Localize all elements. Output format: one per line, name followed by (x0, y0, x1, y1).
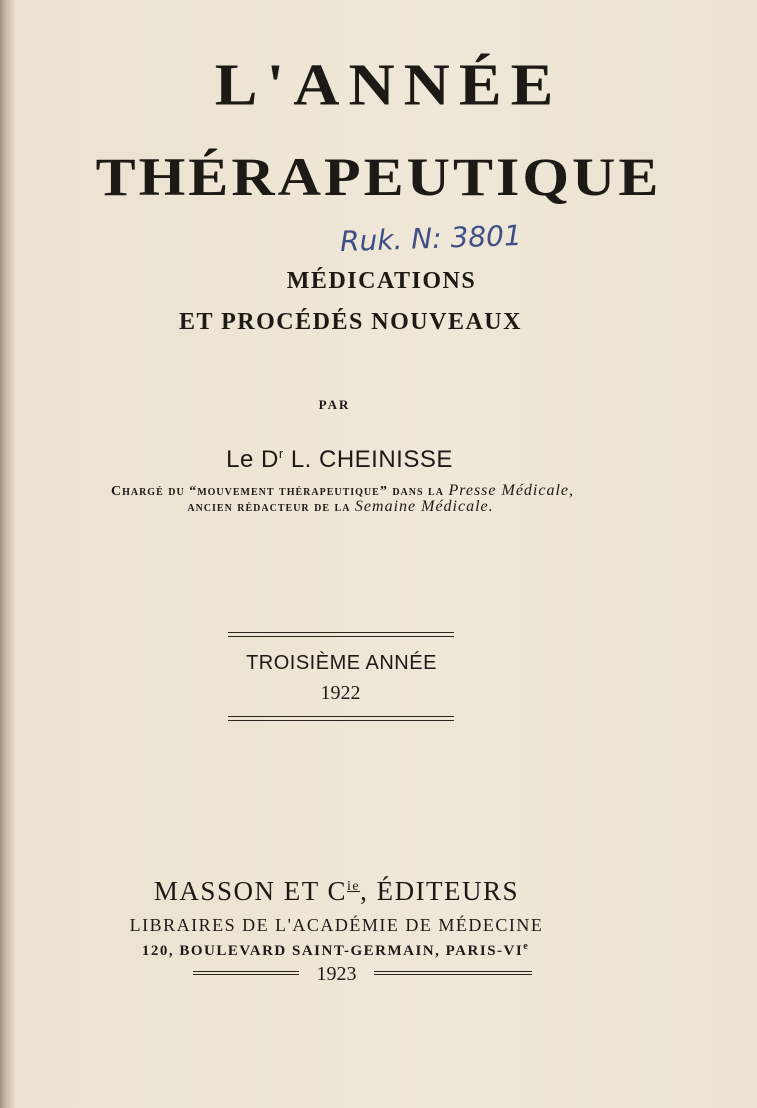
author-prefix: Le D (226, 446, 279, 473)
title-line-2: THÉRAPEUTIQUE (95, 147, 662, 207)
title-line-1: L'ANNÉE (214, 51, 563, 118)
subtitle-line-1: MÉDICATIONS (286, 268, 477, 294)
edition-year: 1922 (320, 682, 361, 704)
double-rule-bottom (228, 716, 454, 721)
publisher-address (0, 941, 714, 960)
publisher-address-main: 120, BOULEVARD SAINT-GERMAIN, PARIS-VI (141, 943, 524, 959)
author-role-1-text: Chargé du “mouvement thérapeutique” dans la (110, 484, 444, 499)
author-role-2 (0, 498, 719, 516)
author-role-1-journal: Presse Médicale, (448, 482, 575, 499)
publisher-line-2: LIBRAIRES DE L'ACADÉMIE DE MÉDECINE (129, 915, 544, 935)
by-label: PAR (318, 397, 351, 412)
year-rule-right (374, 971, 532, 975)
handwritten-inventory-note: Ruk. N: 3801 (339, 218, 523, 259)
author-role-2-journal: Semaine Médicale. (354, 498, 494, 515)
double-rule-top (228, 632, 454, 637)
subtitle-line-2: ET PROCÉDÉS NOUVEAUX (179, 309, 522, 335)
publisher-address-sup: e (523, 941, 530, 952)
edition-label: TROISIÈME ANNÉE (246, 652, 437, 674)
publication-year: 1923 (316, 963, 357, 985)
publisher-name-prefix: MASSON ET C (153, 876, 347, 906)
publisher-name-suffix: , ÉDITEURS (360, 876, 520, 906)
author-name: L. CHEINISSE (290, 446, 453, 473)
author-prefix-sup: r (278, 446, 284, 461)
author-line (0, 446, 718, 474)
author-role-2-text: ancien rédacteur de la (187, 500, 351, 515)
publisher-name (0, 876, 715, 907)
publisher-name-sup: ie (346, 879, 361, 894)
